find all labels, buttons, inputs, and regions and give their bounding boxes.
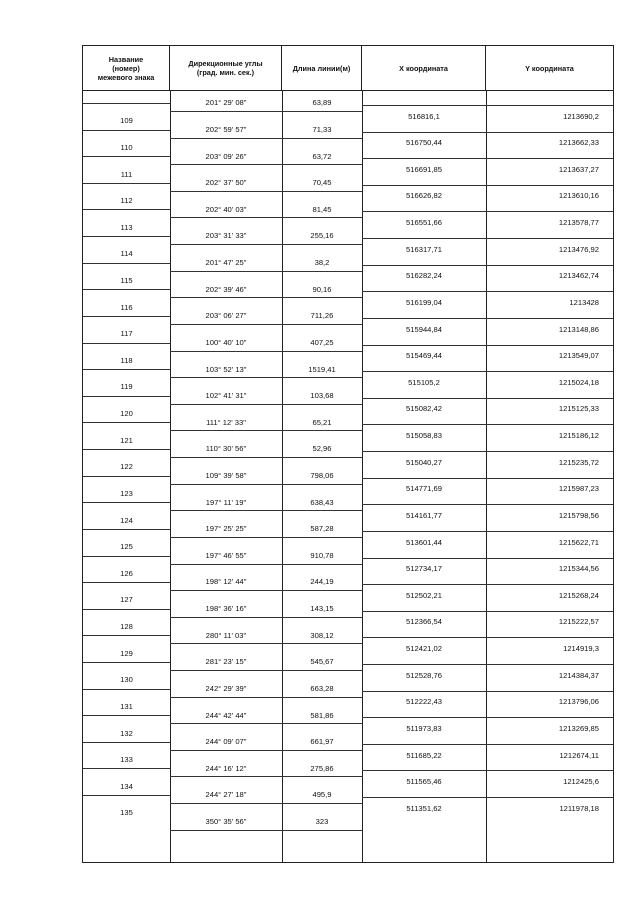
point-name-cell: 134 [120, 781, 133, 791]
row-divider [170, 430, 362, 431]
y-coordinate-cell: 1213690,2 [563, 111, 599, 121]
row-divider [170, 484, 362, 485]
table-header [83, 46, 613, 91]
point-name-cell: 126 [120, 568, 133, 578]
row-divider [362, 691, 613, 692]
point-name-cell: 117 [120, 329, 133, 339]
row-divider [362, 611, 613, 612]
row-divider [83, 609, 170, 610]
row-divider [170, 191, 362, 192]
x-coordinate-cell: 516816,1 [408, 111, 440, 121]
y-coordinate-cell: 1215268,24 [558, 590, 599, 600]
row-divider [170, 750, 362, 751]
point-name-cell: 120 [120, 409, 133, 419]
angle-cell: 111° 12' 33" [206, 417, 246, 427]
angle-cell: 280° 11' 03" [205, 630, 247, 640]
length-cell: 798,06 [310, 471, 334, 480]
x-coordinate-cell: 511351,62 [406, 803, 442, 813]
row-divider [170, 670, 362, 671]
y-coordinate-cell: 1215125,33 [558, 404, 599, 414]
angle-cell: 198° 36' 16" [205, 604, 247, 614]
y-coordinate-cell: 1213610,16 [558, 191, 599, 201]
row-divider [83, 795, 170, 796]
y-coordinate-cell: 1213476,92 [558, 244, 599, 254]
angle-cell: 201° 29' 08" [205, 98, 247, 108]
x-coordinate-cell: 511973,83 [406, 723, 442, 733]
angle-cell: 244° 42' 44" [205, 710, 247, 720]
length-cell: 63,72 [312, 151, 332, 161]
x-coordinate-cell: 516691,85 [406, 164, 442, 174]
row-divider [83, 715, 170, 716]
x-coordinate-cell: 516317,71 [406, 244, 442, 254]
row-divider [170, 803, 362, 804]
point-name-cell: 115 [120, 276, 133, 285]
length-cell: 495,9 [312, 790, 332, 800]
length-cell: 38,2 [314, 258, 330, 268]
x-coordinate-cell: 516551,66 [406, 218, 442, 228]
length-cell: 143,15 [310, 604, 334, 614]
point-name-cell: 121 [120, 435, 133, 445]
row-divider [362, 558, 613, 559]
x-coordinate-cell: 515944,84 [406, 324, 442, 334]
angle-cell: 103° 52' 13" [205, 364, 247, 374]
header-x: X координата [362, 46, 486, 90]
row-divider [170, 271, 362, 272]
point-name-cell: 113 [120, 222, 133, 232]
x-coordinate-cell: 512528,76 [406, 670, 442, 680]
angle-cell: 198° 12' 44" [205, 577, 247, 587]
row-divider [83, 556, 170, 557]
length-cell: 70,45 [312, 178, 332, 188]
angle-cell: 197° 25' 25" [205, 524, 247, 534]
row-divider [362, 637, 613, 638]
row-divider [362, 265, 613, 266]
x-coordinate-cell: 512734,17 [406, 564, 442, 574]
point-name-cell: 122 [120, 462, 133, 472]
angle-cell: 201° 47' 25" [205, 258, 247, 268]
angle-cell: 109° 39' 58" [205, 471, 247, 480]
angle-cell: 203° 06' 27" [205, 311, 247, 321]
row-divider [83, 742, 170, 743]
row-divider [83, 263, 170, 264]
row-divider [362, 211, 613, 212]
row-divider [83, 396, 170, 397]
angle-cell: 202° 39' 46" [205, 284, 247, 294]
angle-cell: 102° 41' 31" [205, 391, 247, 401]
y-coordinate-cell: 1215186,12 [558, 431, 599, 441]
point-name-cell: 123 [120, 488, 133, 498]
y-coordinate-cell: 1213637,27 [558, 164, 599, 174]
angle-cell: 100° 40' 10" [205, 337, 247, 347]
row-divider [170, 776, 362, 777]
row-divider [83, 449, 170, 450]
row-divider [170, 457, 362, 458]
row-divider [83, 369, 170, 370]
angle-cell: 244° 09' 07" [205, 737, 247, 747]
x-coordinate-cell: 513601,44 [406, 537, 442, 547]
point-name-cell: 135 [120, 808, 133, 818]
angle-cell: 197° 11' 19" [205, 497, 247, 507]
length-cell: 545,67 [310, 657, 334, 667]
point-name-cell: 130 [120, 675, 133, 685]
row-divider [170, 617, 362, 618]
x-coordinate-cell: 511565,46 [406, 777, 442, 787]
row-divider [83, 635, 170, 636]
point-name-cell: 133 [120, 755, 133, 765]
length-cell: 663,28 [310, 683, 334, 693]
row-divider [83, 209, 170, 210]
row-divider [83, 662, 170, 663]
row-divider [362, 291, 613, 292]
y-coordinate-cell: 1211978,18 [559, 803, 599, 813]
angle-cell: 203° 31' 33" [205, 231, 247, 241]
x-coordinate-cell: 514161,77 [406, 510, 442, 520]
row-divider [170, 351, 362, 352]
angle-cell: 281° 23' 15" [205, 657, 247, 667]
header-angle: Дирекционные углы (град. мин. сек.) [170, 46, 282, 90]
row-divider [170, 643, 362, 644]
angle-cell: 197° 46' 55" [205, 550, 247, 560]
x-coordinate-cell: 516626,82 [406, 191, 442, 201]
angle-cell: 202° 37' 50" [205, 178, 247, 188]
row-divider [362, 424, 613, 425]
row-divider [362, 717, 613, 718]
row-divider [362, 132, 613, 133]
row-divider [83, 289, 170, 290]
row-divider [362, 318, 613, 319]
point-name-cell: 109 [120, 116, 133, 126]
length-cell: 81,45 [312, 204, 332, 214]
row-divider [83, 582, 170, 583]
row-divider [170, 111, 362, 112]
x-coordinate-cell: 515040,27 [406, 457, 442, 467]
row-divider [362, 664, 613, 665]
row-divider [170, 404, 362, 405]
length-cell: 103,68 [310, 391, 334, 401]
point-name-cell: 127 [120, 595, 133, 605]
row-divider [83, 236, 170, 237]
point-name-cell: 110 [120, 142, 133, 152]
row-divider [362, 584, 613, 585]
point-name-cell: 114 [120, 249, 133, 259]
point-name-cell: 128 [120, 622, 133, 632]
angle-cell: 110° 30' 56" [205, 444, 247, 454]
y-coordinate-cell: 1213549,07 [558, 351, 599, 361]
y-coordinate-cell: 1213462,74 [558, 271, 599, 281]
x-coordinate-cell: 516750,44 [406, 138, 442, 148]
angle-cell: 244° 16' 12" [205, 763, 247, 773]
row-divider [362, 531, 613, 532]
row-divider [170, 537, 362, 538]
row-divider [362, 105, 613, 106]
row-divider [83, 768, 170, 769]
point-name-cell: 124 [120, 515, 133, 525]
length-cell: 407,25 [310, 337, 334, 347]
y-coordinate-cell: 1213428 [569, 297, 599, 307]
y-coordinate-cell: 1215987,23 [558, 484, 599, 494]
x-coordinate-cell: 511685,22 [406, 750, 442, 760]
x-coordinate-cell: 515082,42 [406, 404, 442, 414]
length-cell: 1519,41 [308, 364, 336, 374]
row-divider [362, 398, 613, 399]
table-body [83, 91, 613, 863]
row-divider [362, 504, 613, 505]
point-name-cell: 116 [120, 302, 133, 312]
coordinates-table [82, 45, 614, 863]
x-coordinate-cell: 512421,02 [406, 644, 442, 654]
row-divider [362, 371, 613, 372]
length-cell: 910,78 [310, 550, 334, 560]
y-coordinate-cell: 1215235,72 [558, 457, 599, 467]
y-coordinate-cell: 1213578,77 [558, 218, 599, 228]
row-divider [362, 478, 613, 479]
row-divider [170, 830, 362, 831]
header-y: Y координата [525, 63, 574, 73]
row-divider [170, 697, 362, 698]
row-divider [170, 244, 362, 245]
point-name-cell: 129 [120, 648, 133, 658]
x-coordinate-cell: 516199,04 [406, 297, 442, 307]
row-divider [362, 451, 613, 452]
length-cell: 255,16 [310, 231, 334, 241]
row-divider [362, 345, 613, 346]
length-cell: 275,86 [310, 763, 334, 773]
length-cell: 711,26 [310, 311, 334, 321]
row-divider [83, 130, 170, 131]
row-divider [83, 156, 170, 157]
row-divider [83, 103, 170, 104]
length-cell: 581,86 [310, 710, 334, 720]
length-cell: 71,33 [312, 124, 332, 134]
point-name-cell: 132 [120, 728, 133, 738]
row-divider [362, 744, 613, 745]
row-divider [362, 797, 613, 798]
row-divider [362, 770, 613, 771]
y-coordinate-cell: 1213269,85 [558, 723, 599, 733]
row-divider [83, 343, 170, 344]
x-coordinate-cell: 512502,21 [406, 590, 442, 600]
angle-cell: 202° 59' 57" [205, 124, 247, 134]
y-coordinate-cell: 1215622,71 [558, 537, 599, 547]
row-divider [362, 238, 613, 239]
row-divider [83, 422, 170, 423]
row-divider [83, 689, 170, 690]
angle-cell: 244° 27' 18" [205, 790, 247, 800]
y-coordinate-cell: 1214384,37 [558, 670, 599, 680]
row-divider [170, 324, 362, 325]
x-coordinate-cell: 515105,2 [408, 377, 440, 387]
row-divider [170, 723, 362, 724]
point-name-cell: 112 [120, 196, 133, 206]
length-cell: 661,97 [310, 737, 334, 747]
length-cell: 65,21 [312, 417, 332, 427]
point-name-cell: 125 [120, 542, 133, 552]
angle-cell: 242° 29' 39" [205, 683, 247, 693]
row-divider [83, 502, 170, 503]
length-cell: 638,43 [310, 497, 334, 507]
row-divider [83, 316, 170, 317]
point-name-cell: 119 [120, 382, 133, 392]
length-cell: 323 [315, 817, 329, 827]
x-coordinate-cell: 516282,24 [406, 271, 442, 281]
row-divider [170, 590, 362, 591]
y-coordinate-cell: 1215798,56 [558, 510, 599, 520]
length-cell: 244,19 [310, 577, 334, 587]
y-coordinate-cell: 1213148,86 [558, 324, 599, 334]
y-coordinate-cell: 1214919,3 [563, 644, 599, 654]
point-name-cell: 118 [120, 355, 133, 365]
length-cell: 587,28 [310, 524, 334, 534]
point-name-cell: 111 [120, 169, 133, 179]
y-coordinate-cell: 1213796,06 [558, 697, 599, 707]
row-divider [170, 510, 362, 511]
point-name-cell: 131 [120, 701, 133, 711]
header-length: Длина линии(м) [282, 46, 362, 90]
row-divider [170, 564, 362, 565]
y-coordinate-cell: 1213662,33 [558, 138, 599, 148]
y-coordinate-cell: 1215344,56 [558, 564, 599, 574]
x-coordinate-cell: 515058,83 [406, 431, 442, 441]
y-coordinate-cell: 1215222,57 [558, 617, 599, 627]
x-coordinate-cell: 512222,43 [406, 697, 442, 707]
y-coordinate-cell: 1215024,18 [558, 377, 599, 387]
y-coordinate-cell: 1212425,6 [563, 777, 599, 787]
angle-cell: 203° 09' 26" [205, 151, 247, 161]
row-divider [83, 529, 170, 530]
row-divider [83, 476, 170, 477]
x-coordinate-cell: 515469,44 [406, 351, 442, 361]
y-coordinate-cell: 1212674,11 [559, 750, 599, 760]
row-divider [170, 217, 362, 218]
length-cell: 90,16 [312, 284, 332, 294]
length-cell: 52,96 [312, 444, 332, 454]
length-cell: 308,12 [310, 630, 334, 640]
x-coordinate-cell: 514771,69 [406, 484, 442, 494]
row-divider [170, 138, 362, 139]
angle-cell: 350° 35' 56" [205, 817, 247, 827]
row-divider [170, 377, 362, 378]
angle-cell: 202° 40' 03" [205, 204, 247, 214]
length-cell: 63,89 [312, 98, 332, 108]
row-divider [170, 297, 362, 298]
row-divider [362, 185, 613, 186]
row-divider [362, 158, 613, 159]
header-name: Название (номер) межевого знака [83, 46, 170, 90]
row-divider [83, 183, 170, 184]
x-coordinate-cell: 512366,54 [406, 617, 442, 627]
row-divider [170, 164, 362, 165]
